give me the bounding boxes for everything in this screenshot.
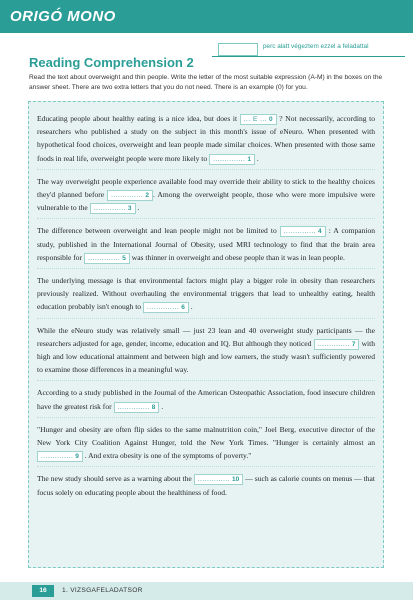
paragraph: [37, 386, 375, 412]
paragraph-text: While the eNeuro study was relatively small — just 23 lean and 40 overweight study participants — the researchers adjusted for age, gender, income, education and IQ. But although they noticed: [37, 325, 375, 348]
timer-input-box[interactable]: [218, 43, 258, 56]
timer-underline: [212, 56, 405, 57]
gap-number: 3: [127, 205, 132, 213]
header-bar: [0, 0, 413, 33]
paragraph-text: . Among the overweight people, those who were more impulsive were vulnerable to the: [37, 190, 375, 213]
paragraph-text: .: [135, 203, 140, 213]
answer-gap-7[interactable]: [314, 339, 360, 350]
gap-dots: ..............: [93, 205, 126, 213]
gap-number: 5: [122, 254, 126, 262]
answer-gap-1[interactable]: [209, 154, 255, 165]
paragraph-separator: [37, 268, 375, 269]
gap-number: 9: [75, 453, 79, 461]
paragraph-text: The new study should serve as a warning about the: [37, 474, 194, 484]
paragraph: [37, 324, 375, 377]
answer-gap-9[interactable]: [37, 451, 83, 462]
answer-gap-3[interactable]: [90, 203, 136, 214]
paragraph-text: The difference between overweight and lean people might not be limited to: [37, 226, 280, 236]
gap-dots: ... E ...: [243, 116, 268, 123]
answer-gap-4[interactable]: [280, 226, 326, 237]
reading-text-panel: [28, 101, 384, 568]
paragraph-separator: [37, 318, 375, 319]
paragraph: [37, 112, 375, 165]
paragraph-text: with high and low educational attainment and between high and low earners, the study wasn't sufficiently powered to examine those differences in a meaningful way.: [37, 338, 375, 375]
gap-dots: ..............: [117, 403, 150, 411]
paragraph-text: — such as calorie counts on menus — that focus solely on educating people about the healthiness of food.: [37, 474, 376, 497]
paragraph-text: "Hunger and obesity are often flip sides to the same malnutrition coin," Joel Berg, executive director of the New York City Coalition Against Hunger, told the New York Times. "Hunger is certainly almost an: [37, 424, 375, 448]
gap-number: 6: [181, 304, 185, 312]
answer-gap-6[interactable]: [143, 302, 189, 313]
paragraph-text: : A companion study, published in the International Journal of Obesity, used MRI technology to find that the brain area responsible for: [37, 226, 375, 262]
gap-dots: ..............: [41, 453, 74, 461]
gap-number: 7: [351, 340, 356, 348]
gap-dots: ..............: [197, 476, 231, 484]
paragraph-text: .: [159, 401, 164, 411]
answer-gap-10[interactable]: [194, 474, 244, 485]
paragraph-separator: [37, 380, 375, 381]
gap-dots: ..............: [111, 192, 144, 200]
gap-number: 8: [151, 403, 156, 411]
gap-dots: ..............: [317, 340, 350, 348]
gap-dots: ..............: [146, 304, 180, 312]
paragraph: [37, 274, 375, 314]
paragraph-text: .: [188, 302, 193, 312]
paragraph-text: ? Not necessarily, according to researchers who published a study on the subject in this month's issue of eNeuro. When presented with hypothetical food choices, overweight and lean people made similar choices. When presented with those same foods in real life, overweight people were more likely to: [37, 114, 376, 163]
paragraph-text: was thinner in overweight and obese people than it was in lean people.: [129, 252, 345, 262]
gap-number: 2: [145, 192, 149, 200]
brand-title: ORIGÓ MONO: [10, 8, 116, 25]
paragraph: [37, 472, 375, 498]
instructions-text: Read the text about overweight and thin people. Write the letter of the most suitable expression (A-M) in the boxes on the answer sheet. There are two extra letters that you do not need. There is an example (0) for you.: [29, 74, 383, 91]
answer-gap-2[interactable]: [107, 190, 153, 201]
paragraph-separator: [37, 466, 375, 467]
paragraph-text: .: [254, 153, 259, 163]
paragraph-text: Educating people about healthy eating is a nice idea, but does it: [37, 114, 240, 123]
answer-gap-0[interactable]: [240, 114, 277, 125]
page-number: 16: [32, 585, 54, 597]
paragraph: [37, 175, 375, 215]
gap-dots: ..............: [213, 155, 246, 163]
timer-label: perc alatt végeztem ezzel a feladattal: [263, 43, 369, 50]
gap-dots: ..............: [87, 254, 121, 262]
page-title: Reading Comprehension 2: [29, 55, 194, 70]
gap-number: 1: [247, 155, 251, 163]
paragraph: [37, 423, 375, 463]
paragraph-separator: [37, 169, 375, 170]
paragraph-text: According to a study published in the Journal of the American Osteopathic Association, food insecure children have the greatest risk for: [37, 388, 375, 411]
footer-section-label: 1. VIZSGAFELADATSOR: [62, 587, 143, 594]
paragraph-text: . And extra obesity is one of the symptoms of poverty.": [82, 451, 252, 461]
paragraph-separator: [37, 417, 375, 418]
gap-dots: ..............: [283, 228, 317, 236]
paragraph: [37, 224, 375, 264]
paragraph-text: The underlying message is that environmental factors might play a bigger role in obesity than researchers previously realized. Without overhauling the environmental triggers that lead to unhealthy eating, health education probably isn't enough to: [37, 276, 375, 312]
gap-number: 0: [269, 116, 273, 123]
gap-number: 4: [318, 228, 322, 236]
paragraph-text: The way overweight people experience available food may override their ability to stick to the healthy choices they'd planned before: [37, 176, 375, 200]
gap-number: 10: [232, 476, 240, 484]
paragraph-separator: [37, 218, 375, 219]
answer-gap-8[interactable]: [114, 402, 160, 413]
answer-gap-5[interactable]: [84, 253, 130, 264]
